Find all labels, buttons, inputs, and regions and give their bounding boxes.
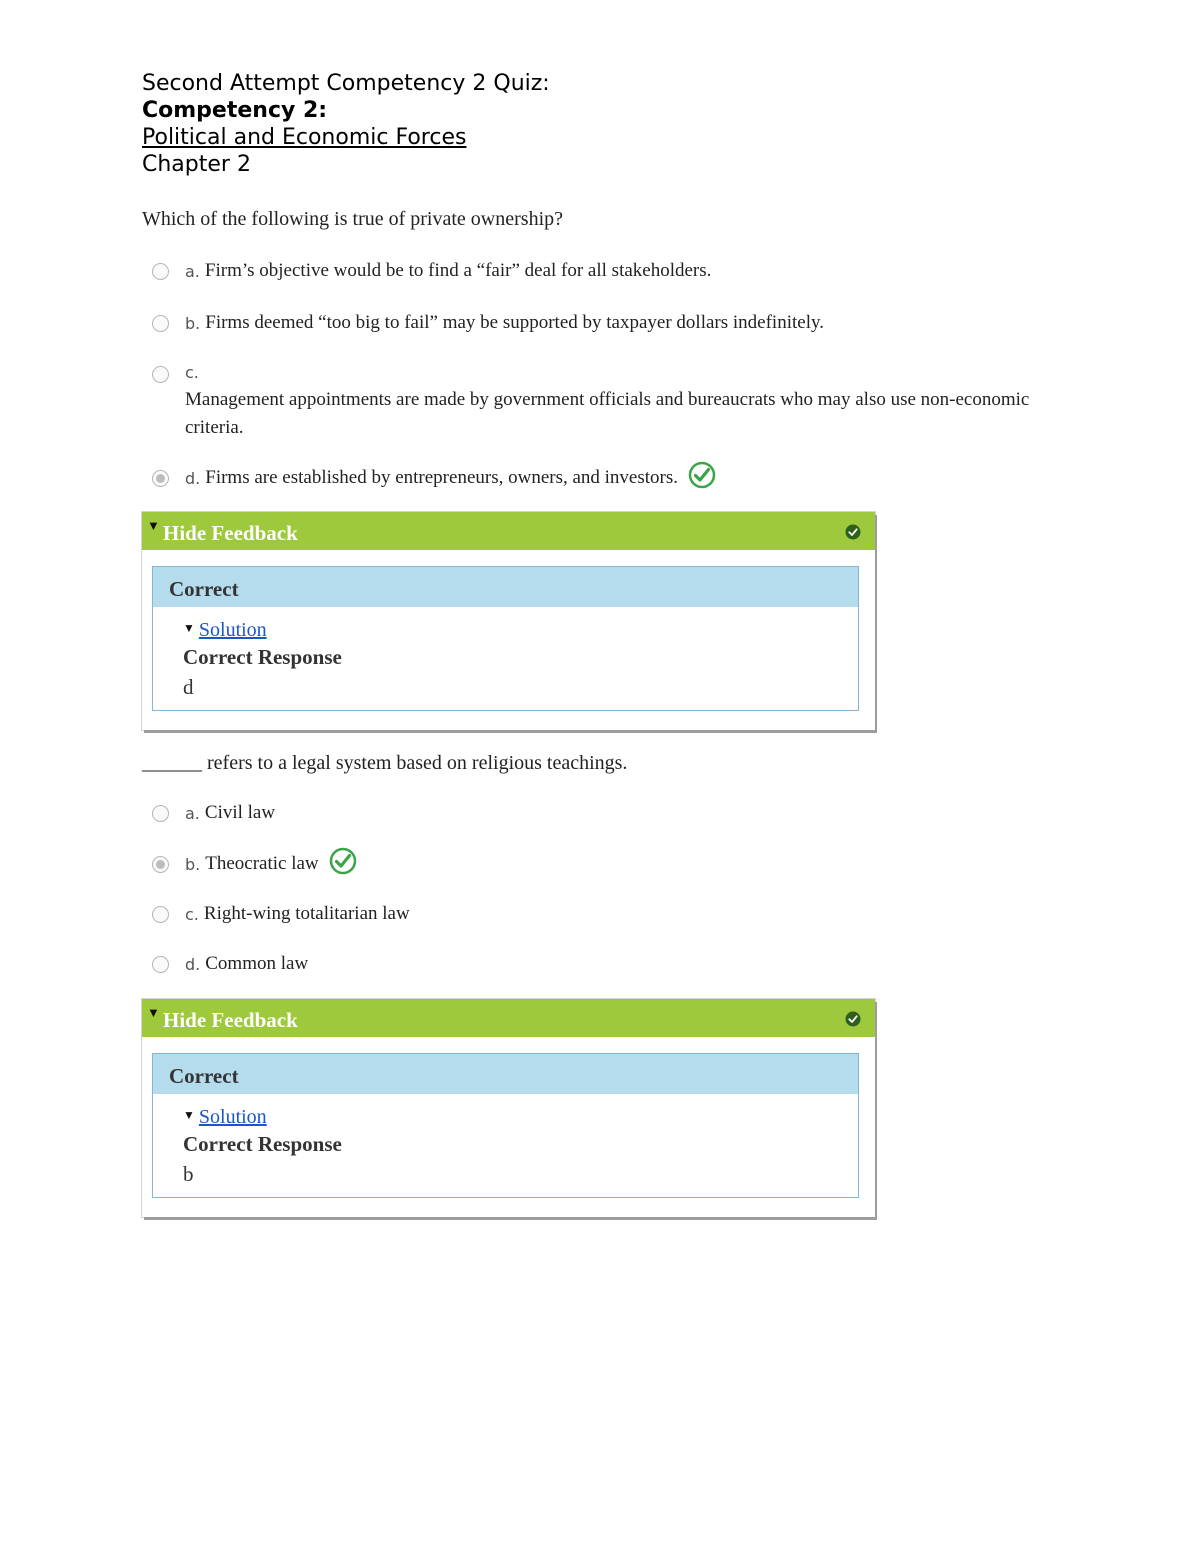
- quiz-title: Second Attempt Competency 2 Quiz:: [142, 71, 550, 96]
- radio-button[interactable]: [152, 366, 169, 383]
- option-text: Civil law: [204, 802, 276, 823]
- option-d[interactable]: [152, 953, 308, 975]
- option-letter: b.: [185, 855, 201, 874]
- correct-response-value: d: [183, 675, 194, 699]
- correct-response-label: Correct Response: [183, 645, 342, 669]
- option-a[interactable]: [152, 260, 711, 282]
- question-1: [142, 208, 1042, 498]
- solution-link[interactable]: Solution: [198, 619, 267, 641]
- option-c[interactable]: [152, 903, 410, 925]
- option-letter: a.: [185, 804, 200, 823]
- competency-topic: Political and Economic Forces: [142, 125, 467, 150]
- hide-feedback-label[interactable]: Hide Feedback: [163, 521, 298, 545]
- collapse-triangle-icon: ▼: [147, 518, 160, 533]
- chapter-label: Chapter 2: [142, 152, 251, 177]
- feedback-result-box: [152, 1053, 859, 1198]
- collapse-triangle-icon: ▼: [183, 621, 195, 635]
- radio-button[interactable]: [152, 956, 169, 973]
- option-text: Management appointments are made by government officials and bureaucrats who may also use non-economic criteria.: [185, 389, 1030, 438]
- document-header: [142, 70, 550, 178]
- feedback-result-box: [152, 566, 859, 711]
- result-status: Correct: [169, 1064, 239, 1088]
- correct-response-value: b: [183, 1162, 194, 1186]
- option-b[interactable]: [152, 312, 824, 334]
- option-letter: c.: [185, 905, 199, 924]
- option-text: Firms deemed “too big to fail” may be supported by taxpayer dollars indefinitely.: [205, 312, 824, 333]
- hide-feedback-bar[interactable]: [142, 999, 875, 1037]
- option-d[interactable]: [152, 467, 716, 489]
- option-text: Firms are established by entrepreneurs, owners, and investors.: [205, 467, 679, 488]
- option-text: Firm’s objective would be to find a “fair” deal for all stakeholders.: [204, 260, 712, 281]
- option-text: Common law: [205, 953, 309, 974]
- solution-toggle[interactable]: [183, 1106, 267, 1129]
- option-b[interactable]: [152, 853, 357, 875]
- hide-feedback-label[interactable]: Hide Feedback: [163, 1008, 298, 1032]
- collapse-triangle-icon: ▼: [147, 1005, 160, 1020]
- solution-toggle[interactable]: [183, 619, 267, 642]
- collapse-triangle-icon: ▼: [183, 1108, 195, 1122]
- option-a[interactable]: [152, 802, 275, 824]
- radio-button-selected[interactable]: [152, 470, 169, 487]
- radio-button-selected[interactable]: [152, 856, 169, 873]
- correct-response-label: Correct Response: [183, 1132, 342, 1156]
- option-text: Theocratic law: [205, 853, 319, 874]
- status-check-icon: [845, 1011, 861, 1027]
- radio-button[interactable]: [152, 263, 169, 280]
- feedback-panel-1: [142, 512, 875, 730]
- solution-link[interactable]: Solution: [198, 1106, 267, 1128]
- option-letter: c.: [185, 363, 199, 382]
- option-letter: d.: [185, 469, 201, 488]
- correct-check-icon: [688, 461, 716, 489]
- question-text: ______ refers to a legal system based on religious teachings.: [142, 752, 628, 774]
- radio-button[interactable]: [152, 315, 169, 332]
- option-letter: a.: [185, 262, 200, 281]
- option-c[interactable]: [152, 363, 1035, 442]
- option-letter: d.: [185, 955, 201, 974]
- option-text: Right-wing totalitarian law: [203, 903, 410, 924]
- correct-check-icon: [329, 847, 357, 875]
- hide-feedback-bar[interactable]: [142, 512, 875, 550]
- feedback-panel-2: [142, 999, 875, 1217]
- question-2: [142, 752, 1042, 982]
- option-letter: b.: [185, 314, 201, 333]
- radio-button[interactable]: [152, 805, 169, 822]
- status-check-icon: [845, 524, 861, 540]
- result-status: Correct: [169, 577, 239, 601]
- competency-title: Competency 2:: [142, 98, 328, 123]
- question-text: Which of the following is true of private ownership?: [142, 208, 563, 230]
- radio-button[interactable]: [152, 906, 169, 923]
